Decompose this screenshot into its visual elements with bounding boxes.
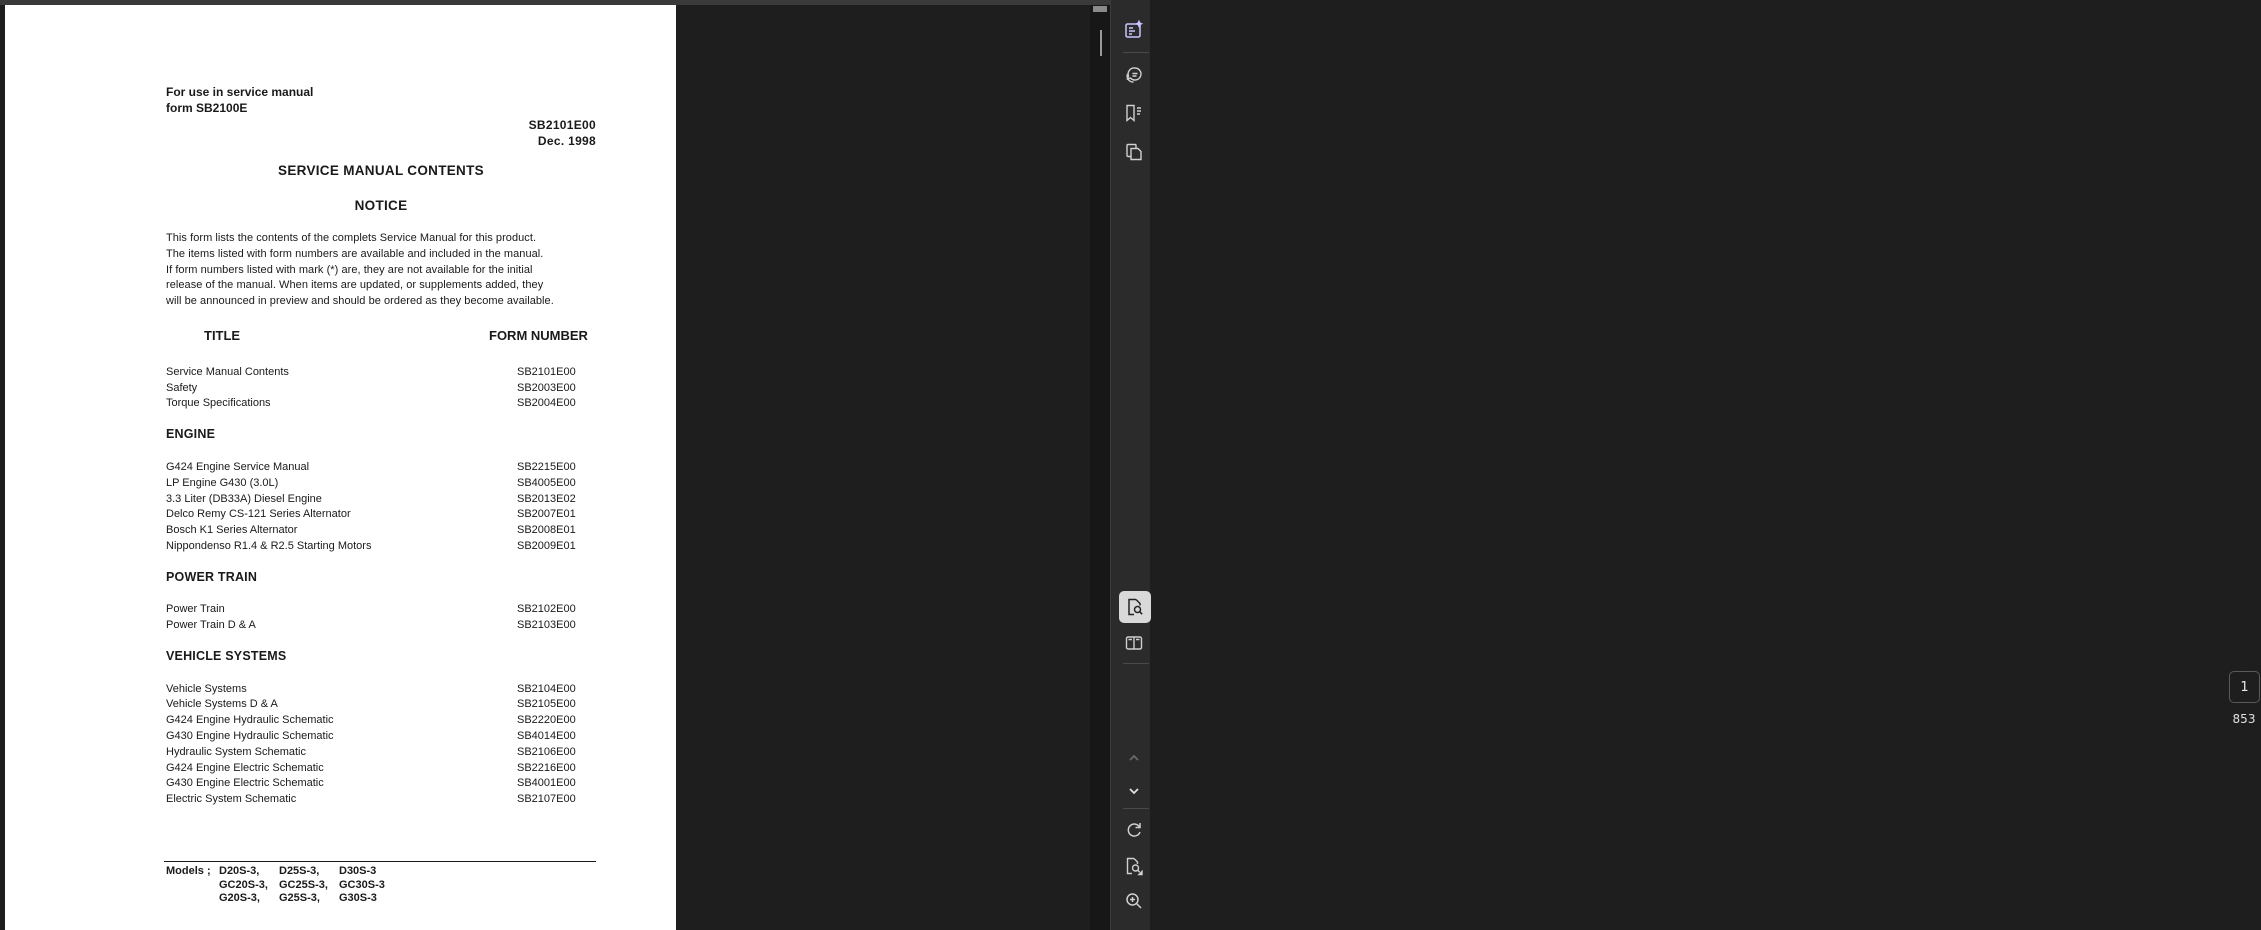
- pages-icon: [1124, 142, 1144, 162]
- comments-icon: [1124, 65, 1144, 85]
- rotate-button[interactable]: [1119, 815, 1149, 845]
- vertical-scrollbar[interactable]: [1090, 5, 1110, 930]
- toolbar-divider: [1123, 52, 1149, 53]
- row-title: Vehicle Systems D & A: [166, 698, 278, 710]
- model: D30S-3: [339, 865, 377, 877]
- row-title: G424 Engine Service Manual: [166, 461, 310, 473]
- row-title: Torque Specifications: [166, 397, 271, 409]
- table-row: [166, 728, 586, 744]
- page-search-button[interactable]: [1119, 851, 1149, 881]
- ai-summary-icon: [1124, 20, 1144, 40]
- row-title: Bosch K1 Series Alternator: [166, 524, 298, 536]
- page-thumbnails-button[interactable]: [1119, 137, 1149, 167]
- section-heading-engine: ENGINE: [166, 427, 216, 441]
- section-heading-vehicle-systems: VEHICLE SYSTEMS: [166, 649, 287, 663]
- section-heading-power-train: POWER TRAIN: [166, 570, 258, 584]
- row-title: G430 Engine Hydraulic Schematic: [166, 730, 334, 742]
- scrollbar-thumb[interactable]: [1100, 30, 1102, 56]
- notice-line: This form lists the contents of the complets Service Manual for this product.: [166, 232, 537, 244]
- row-form: SB2104E00: [517, 683, 576, 695]
- toolbar-divider: [1123, 663, 1149, 664]
- page-search-icon: [1124, 856, 1144, 876]
- row-title: Power Train D & A: [166, 619, 256, 631]
- row-form: SB2101E00: [517, 366, 576, 378]
- table-row: [166, 506, 586, 522]
- header-right: [528, 117, 596, 149]
- table-row: [166, 459, 586, 475]
- table-row: [166, 760, 586, 776]
- header-left-line: For use in service manual: [166, 85, 314, 99]
- row-form: SB2105E00: [517, 698, 576, 710]
- find-in-document-button[interactable]: [1119, 591, 1151, 623]
- row-form: SB2103E00: [517, 619, 576, 631]
- notice-line: release of the manual. When items are updated, or supplements added, they: [166, 279, 544, 292]
- row-form: SB2106E00: [517, 746, 576, 758]
- row-title: Delco Remy CS-121 Series Alternator: [166, 508, 351, 520]
- table-row: [166, 744, 586, 760]
- table-row: [166, 491, 586, 507]
- column-header-title: TITLE: [204, 328, 241, 343]
- table-row: [166, 696, 586, 712]
- table-row: [166, 395, 586, 411]
- table-row: [166, 775, 586, 791]
- header-left: [166, 84, 313, 116]
- row-title: G430 Engine Electric Schematic: [166, 777, 324, 789]
- comments-button[interactable]: [1119, 60, 1149, 90]
- zoom-in-icon: [1124, 891, 1144, 911]
- row-form: SB4005E00: [517, 477, 576, 489]
- table-row: [166, 791, 586, 807]
- row-title: Nippondenso R1.4 & R2.5 Starting Motors: [166, 540, 372, 552]
- notice-line: If form numbers listed with mark (*) are, they are not available for the initial: [166, 263, 533, 276]
- pdf-page: [5, 5, 676, 930]
- model: GC30S-3: [339, 878, 385, 891]
- notice-text: [166, 231, 554, 310]
- row-title: Safety: [166, 382, 198, 394]
- two-page-view-button[interactable]: [1119, 628, 1149, 658]
- table-row: [166, 538, 586, 554]
- row-title: G424 Engine Electric Schematic: [166, 762, 324, 774]
- model: G25S-3,: [279, 892, 320, 904]
- table-row: [166, 601, 586, 617]
- document-viewer[interactable]: [0, 5, 1110, 930]
- model: GC20S-3,: [219, 878, 268, 891]
- notice-line: will be announced in preview and should be ordered as they become available.: [166, 295, 554, 308]
- table-row: [166, 712, 586, 728]
- footer-divider: [164, 861, 596, 862]
- right-toolbar: [1110, 0, 2256, 930]
- form-date: Dec. 1998: [537, 134, 596, 148]
- ai-summary-button[interactable]: [1119, 15, 1149, 45]
- notice-line: The items listed with form numbers are available and included in the manual.: [166, 247, 544, 260]
- rotate-icon: [1124, 820, 1144, 840]
- row-form: SB2009E01: [517, 540, 576, 552]
- row-title: Power Train: [166, 603, 225, 615]
- row-form: SB2107E00: [517, 793, 576, 805]
- bookmarks-icon: [1124, 103, 1144, 123]
- row-title: Vehicle Systems: [166, 683, 247, 695]
- table-row: [166, 475, 586, 491]
- table-row: [166, 364, 586, 380]
- find-in-document-icon: [1125, 597, 1145, 617]
- row-title: Electric System Schematic: [166, 793, 297, 805]
- document-title: SERVICE MANUAL CONTENTS: [278, 163, 484, 178]
- column-header-form-number: FORM NUMBER: [489, 328, 588, 343]
- row-title: Service Manual Contents: [166, 366, 289, 378]
- next-page-button[interactable]: [1119, 776, 1149, 806]
- form-code: SB2101E00: [528, 118, 596, 132]
- header-left-line: form SB2100E: [166, 101, 248, 115]
- row-form: SB2220E00: [517, 714, 576, 726]
- model: D25S-3,: [279, 865, 320, 877]
- models-label: Models ;: [166, 865, 211, 877]
- bookmarks-button[interactable]: [1119, 98, 1149, 128]
- row-form: SB2216E00: [517, 762, 576, 774]
- row-title: G424 Engine Hydraulic Schematic: [166, 714, 334, 726]
- previous-page-icon: [1124, 748, 1144, 768]
- scrollbar-top-cap[interactable]: [1093, 6, 1107, 12]
- row-form: SB4001E00: [517, 777, 576, 789]
- two-page-view-icon: [1124, 633, 1144, 653]
- table-row: [166, 522, 586, 538]
- row-form: SB4014E00: [517, 730, 576, 742]
- notice-heading: NOTICE: [354, 198, 408, 213]
- row-form: SB2007E01: [517, 508, 576, 520]
- row-form: SB2004E00: [517, 397, 576, 409]
- current-page-input[interactable]: 1: [2229, 671, 2260, 703]
- table-row: [166, 617, 586, 633]
- model: G20S-3,: [219, 892, 260, 904]
- table-row: [166, 380, 586, 396]
- row-form: SB2102E00: [517, 603, 576, 615]
- row-title: LP Engine G430 (3.0L): [166, 477, 279, 489]
- row-title: 3.3 Liter (DB33A) Diesel Engine: [166, 493, 322, 505]
- model: D20S-3,: [219, 865, 260, 877]
- previous-page-button[interactable]: [1119, 743, 1149, 773]
- model: GC25S-3,: [279, 878, 328, 891]
- row-form: SB2003E00: [517, 382, 576, 394]
- toolbar-divider: [1123, 808, 1149, 809]
- table-row: [166, 681, 586, 697]
- zoom-in-button[interactable]: [1119, 886, 1149, 916]
- row-form: SB2215E00: [517, 461, 576, 473]
- row-title: Hydraulic System Schematic: [166, 746, 306, 758]
- row-form: SB2013E02: [517, 493, 576, 505]
- total-pages: 853: [2232, 712, 2256, 726]
- next-page-icon: [1124, 781, 1144, 801]
- row-form: SB2008E01: [517, 524, 576, 536]
- model: G30S-3: [339, 892, 377, 904]
